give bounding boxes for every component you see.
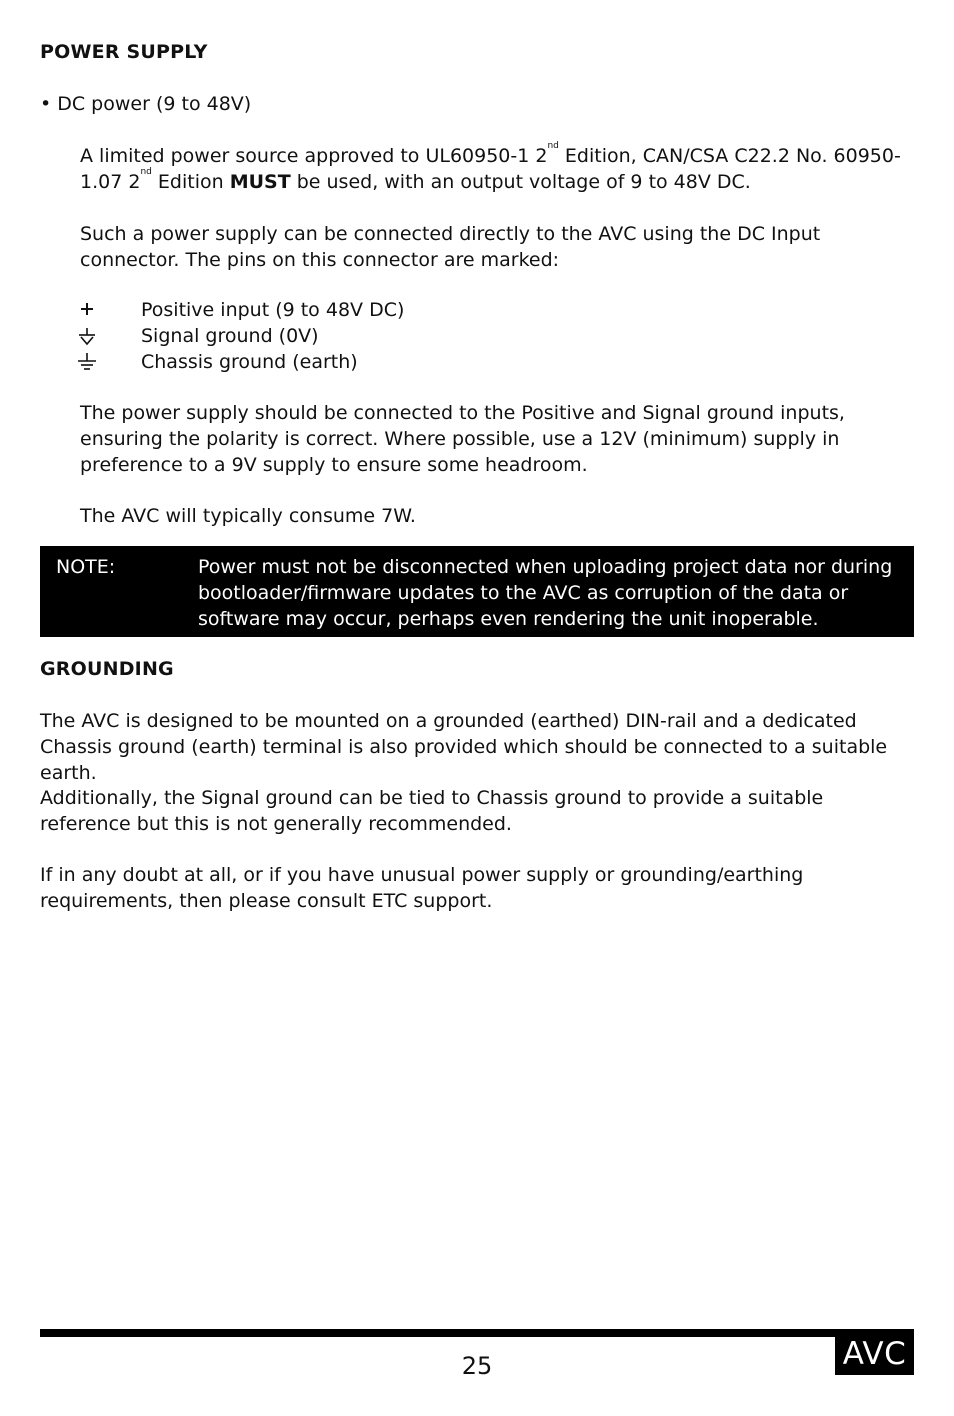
p1-text-c: Edition <box>151 171 230 193</box>
limited-power-source-paragraph <box>80 143 914 195</box>
signal-ground-icon <box>76 324 98 348</box>
p1-text-b: Edition, CAN/CSA C22.2 No. 60950-1.07 2 <box>80 145 901 193</box>
pin-label-chassis-ground: Chassis ground (earth) <box>141 351 358 373</box>
pin-label-positive: Positive input (9 to 48V DC) <box>141 299 405 321</box>
pin-row-chassis-ground <box>76 349 776 375</box>
dc-power-bullet: • DC power (9 to 48V) <box>40 93 252 115</box>
note-label: NOTE: <box>56 556 116 578</box>
chassis-ground-icon <box>76 350 98 374</box>
connector-paragraph: Such a power supply can be connected directly to the AVC using the DC Input connector. The pins on this connector are marked: <box>80 223 821 271</box>
note-text: Power must not be disconnected when uploading project data nor during bootloader/firmware updates to the AVC as corruption of the data or software may occur, perhaps even rendering the unit inoperable. <box>198 556 893 630</box>
grounding-heading: GROUNDING <box>40 658 174 680</box>
plus-icon <box>76 298 98 322</box>
grounding-paragraph-1: The AVC is designed to be mounted on a grounded (earthed) DIN-rail and a dedicated Chassis ground (earth) terminal is also provided which should be connected to a suitable earth. <box>40 710 888 784</box>
page-number: 25 <box>461 1352 493 1380</box>
p1-text-a: A limited power source approved to UL60950-1 2 <box>80 145 548 167</box>
consumption-paragraph: The AVC will typically consume 7W. <box>80 505 416 527</box>
power-supply-heading: POWER SUPPLY <box>40 41 208 63</box>
grounding-paragraph-3: If in any doubt at all, or if you have unusual power supply or grounding/earthing requirements, then please consult ETC support. <box>40 864 804 912</box>
p1-text-d: be used, with an output voltage of 9 to 48V DC. <box>290 171 751 193</box>
note-box <box>40 546 914 637</box>
footer-rule <box>40 1329 914 1337</box>
pin-row-positive <box>76 297 776 323</box>
avc-brand-badge: AVC <box>835 1334 914 1375</box>
must-emphasis: MUST <box>229 171 291 193</box>
p1-sup-1: nd <box>547 141 559 151</box>
connection-paragraph: The power supply should be connected to the Positive and Signal ground inputs, ensuring the polarity is correct. Where possible, use a 12V (minimum) supply in preference to a 9V supply to ensure some headroom. <box>80 402 845 476</box>
pin-row-signal-ground <box>76 323 776 349</box>
grounding-paragraph-2: Additionally, the Signal ground can be tied to Chassis ground to provide a suitable reference but this is not generally recommended. <box>40 787 824 835</box>
p1-sup-2: nd <box>140 167 152 177</box>
pin-label-signal-ground: Signal ground (0V) <box>141 325 319 347</box>
